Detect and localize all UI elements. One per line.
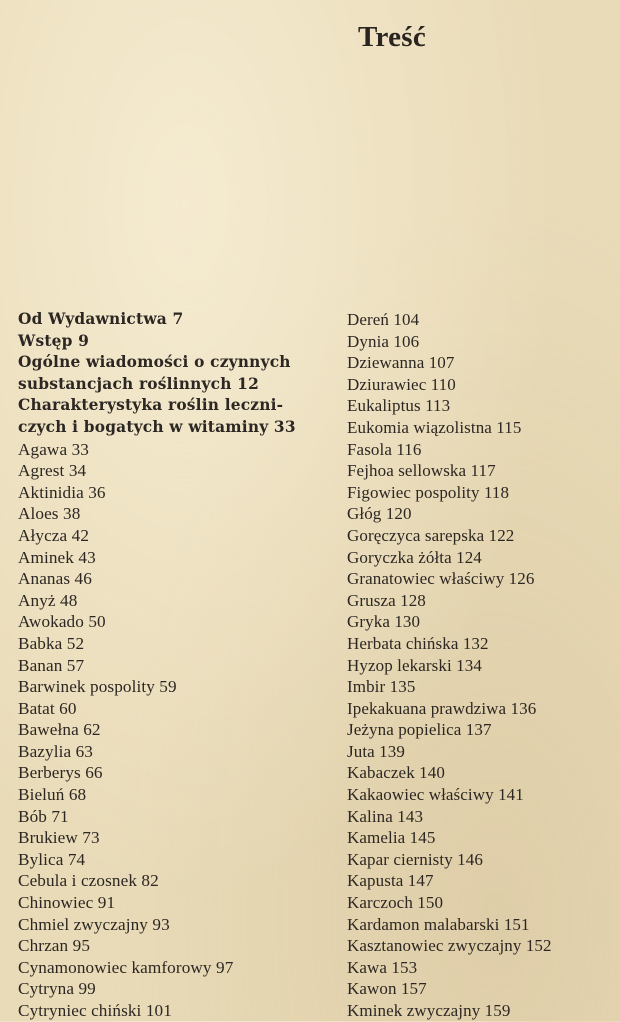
- toc-section-entry: Od Wydawnictwa 7: [18, 310, 184, 328]
- toc-entry: Herbata chińska 132: [347, 633, 489, 653]
- toc-entry: Kapar ciernisty 146: [347, 849, 483, 869]
- toc-column-left: [18, 309, 336, 1022]
- toc-entry: Kawon 157: [347, 979, 427, 999]
- toc-entry: Kardamon malabarski 151: [347, 914, 530, 934]
- toc-entry: Cebula i czosnek 82: [18, 871, 159, 891]
- toc-entry: Fasola 116: [347, 439, 422, 459]
- toc-section-entry: czych i bogatych w witaminy 33: [18, 417, 296, 436]
- toc-entry: Dziurawiec 110: [347, 374, 456, 394]
- toc-entry: Agrest 34: [18, 461, 87, 481]
- toc-entry: Aloes 38: [18, 504, 81, 524]
- toc-entry: Bób 71: [18, 806, 69, 826]
- toc-entry: Kasztanowiec zwyczajny 152: [347, 936, 552, 956]
- toc-entry: Ipekakuana prawdziwa 136: [347, 698, 537, 718]
- toc-entry: Kalina 143: [347, 806, 424, 826]
- toc-entry: Anyż 48: [18, 590, 78, 610]
- toc-entry: Cytryna 99: [18, 979, 96, 999]
- toc-entry: Awokado 50: [18, 612, 106, 632]
- toc-section-entry: Wstęp 9: [18, 331, 90, 350]
- toc-entry: Kawa 153: [347, 957, 418, 977]
- toc-entry: Chrzan 95: [18, 936, 91, 956]
- toc-entry: Batat 60: [18, 698, 77, 718]
- toc-entry: Ałycza 42: [18, 525, 90, 545]
- toc-entry: Cytryniec chiński 101: [18, 1001, 172, 1020]
- toc-entry: Goryczka żółta 124: [347, 547, 482, 567]
- toc-entry: Barwinek pospolity 59: [18, 677, 177, 697]
- toc-column-right: [347, 309, 620, 1022]
- toc-entry: Agawa 33: [18, 439, 89, 459]
- toc-entry: Kminek zwyczajny 159: [347, 1001, 511, 1020]
- toc-entry: Dziewanna 107: [347, 353, 455, 373]
- toc-entry: Banan 57: [18, 655, 85, 675]
- toc-entry: Kabaczek 140: [347, 763, 445, 783]
- toc-entry: Goręczyca sarepska 122: [347, 525, 515, 545]
- toc-entry: Fejhoa sellowska 117: [347, 461, 496, 481]
- toc-section-entry: Ogólne wiadomości o czynnych: [18, 353, 291, 372]
- toc-entry: Granatowiec właściwy 126: [347, 569, 535, 589]
- toc-entry: Dynia 106: [347, 331, 420, 351]
- toc-entry: Babka 52: [18, 633, 85, 653]
- toc-entry: Cynamonowiec kamforowy 97: [18, 957, 234, 977]
- toc-entry: Imbir 135: [347, 677, 416, 697]
- toc-entry: Figowiec pospolity 118: [347, 482, 510, 502]
- toc-entry: Chinowiec 91: [18, 893, 116, 913]
- toc-entry: Aktinidia 36: [18, 482, 106, 502]
- toc-entry: Bawełna 62: [18, 720, 101, 740]
- toc-entry: Jeżyna popielica 137: [347, 720, 492, 740]
- toc-entry: Gryka 130: [347, 612, 421, 632]
- toc-entry: Karczoch 150: [347, 893, 444, 913]
- toc-entry: Brukiew 73: [18, 828, 100, 848]
- toc-entry: Berberys 66: [18, 763, 103, 783]
- toc-entry: Kakaowiec właściwy 141: [347, 785, 524, 805]
- toc-entry: Eukomia wiązolistna 115: [347, 417, 522, 437]
- toc-entry: Kapusta 147: [347, 871, 434, 891]
- toc-entry: Eukaliptus 113: [347, 396, 451, 416]
- toc-section-entry: Charakterystyka roślin leczni-: [18, 396, 284, 415]
- toc-entry: Dereń 104: [347, 310, 420, 329]
- toc-entry: Bylica 74: [18, 849, 86, 869]
- toc-entry: Kamelia 145: [347, 828, 436, 848]
- toc-entry: Grusza 128: [347, 590, 426, 610]
- toc-section-entry: substancjach roślinnych 12: [18, 374, 259, 393]
- toc-entry: Bieluń 68: [18, 785, 87, 805]
- page-title: Treść: [358, 21, 427, 54]
- toc-entry: Bazylia 63: [18, 741, 93, 761]
- toc-entry: Chmiel zwyczajny 93: [18, 914, 170, 934]
- toc-entry: Juta 139: [347, 741, 405, 761]
- toc-entry: Ananas 46: [18, 569, 92, 589]
- toc-entry: Hyzop lekarski 134: [347, 655, 482, 675]
- toc-entry: Aminek 43: [18, 547, 96, 567]
- toc-entry: Głóg 120: [347, 504, 412, 524]
